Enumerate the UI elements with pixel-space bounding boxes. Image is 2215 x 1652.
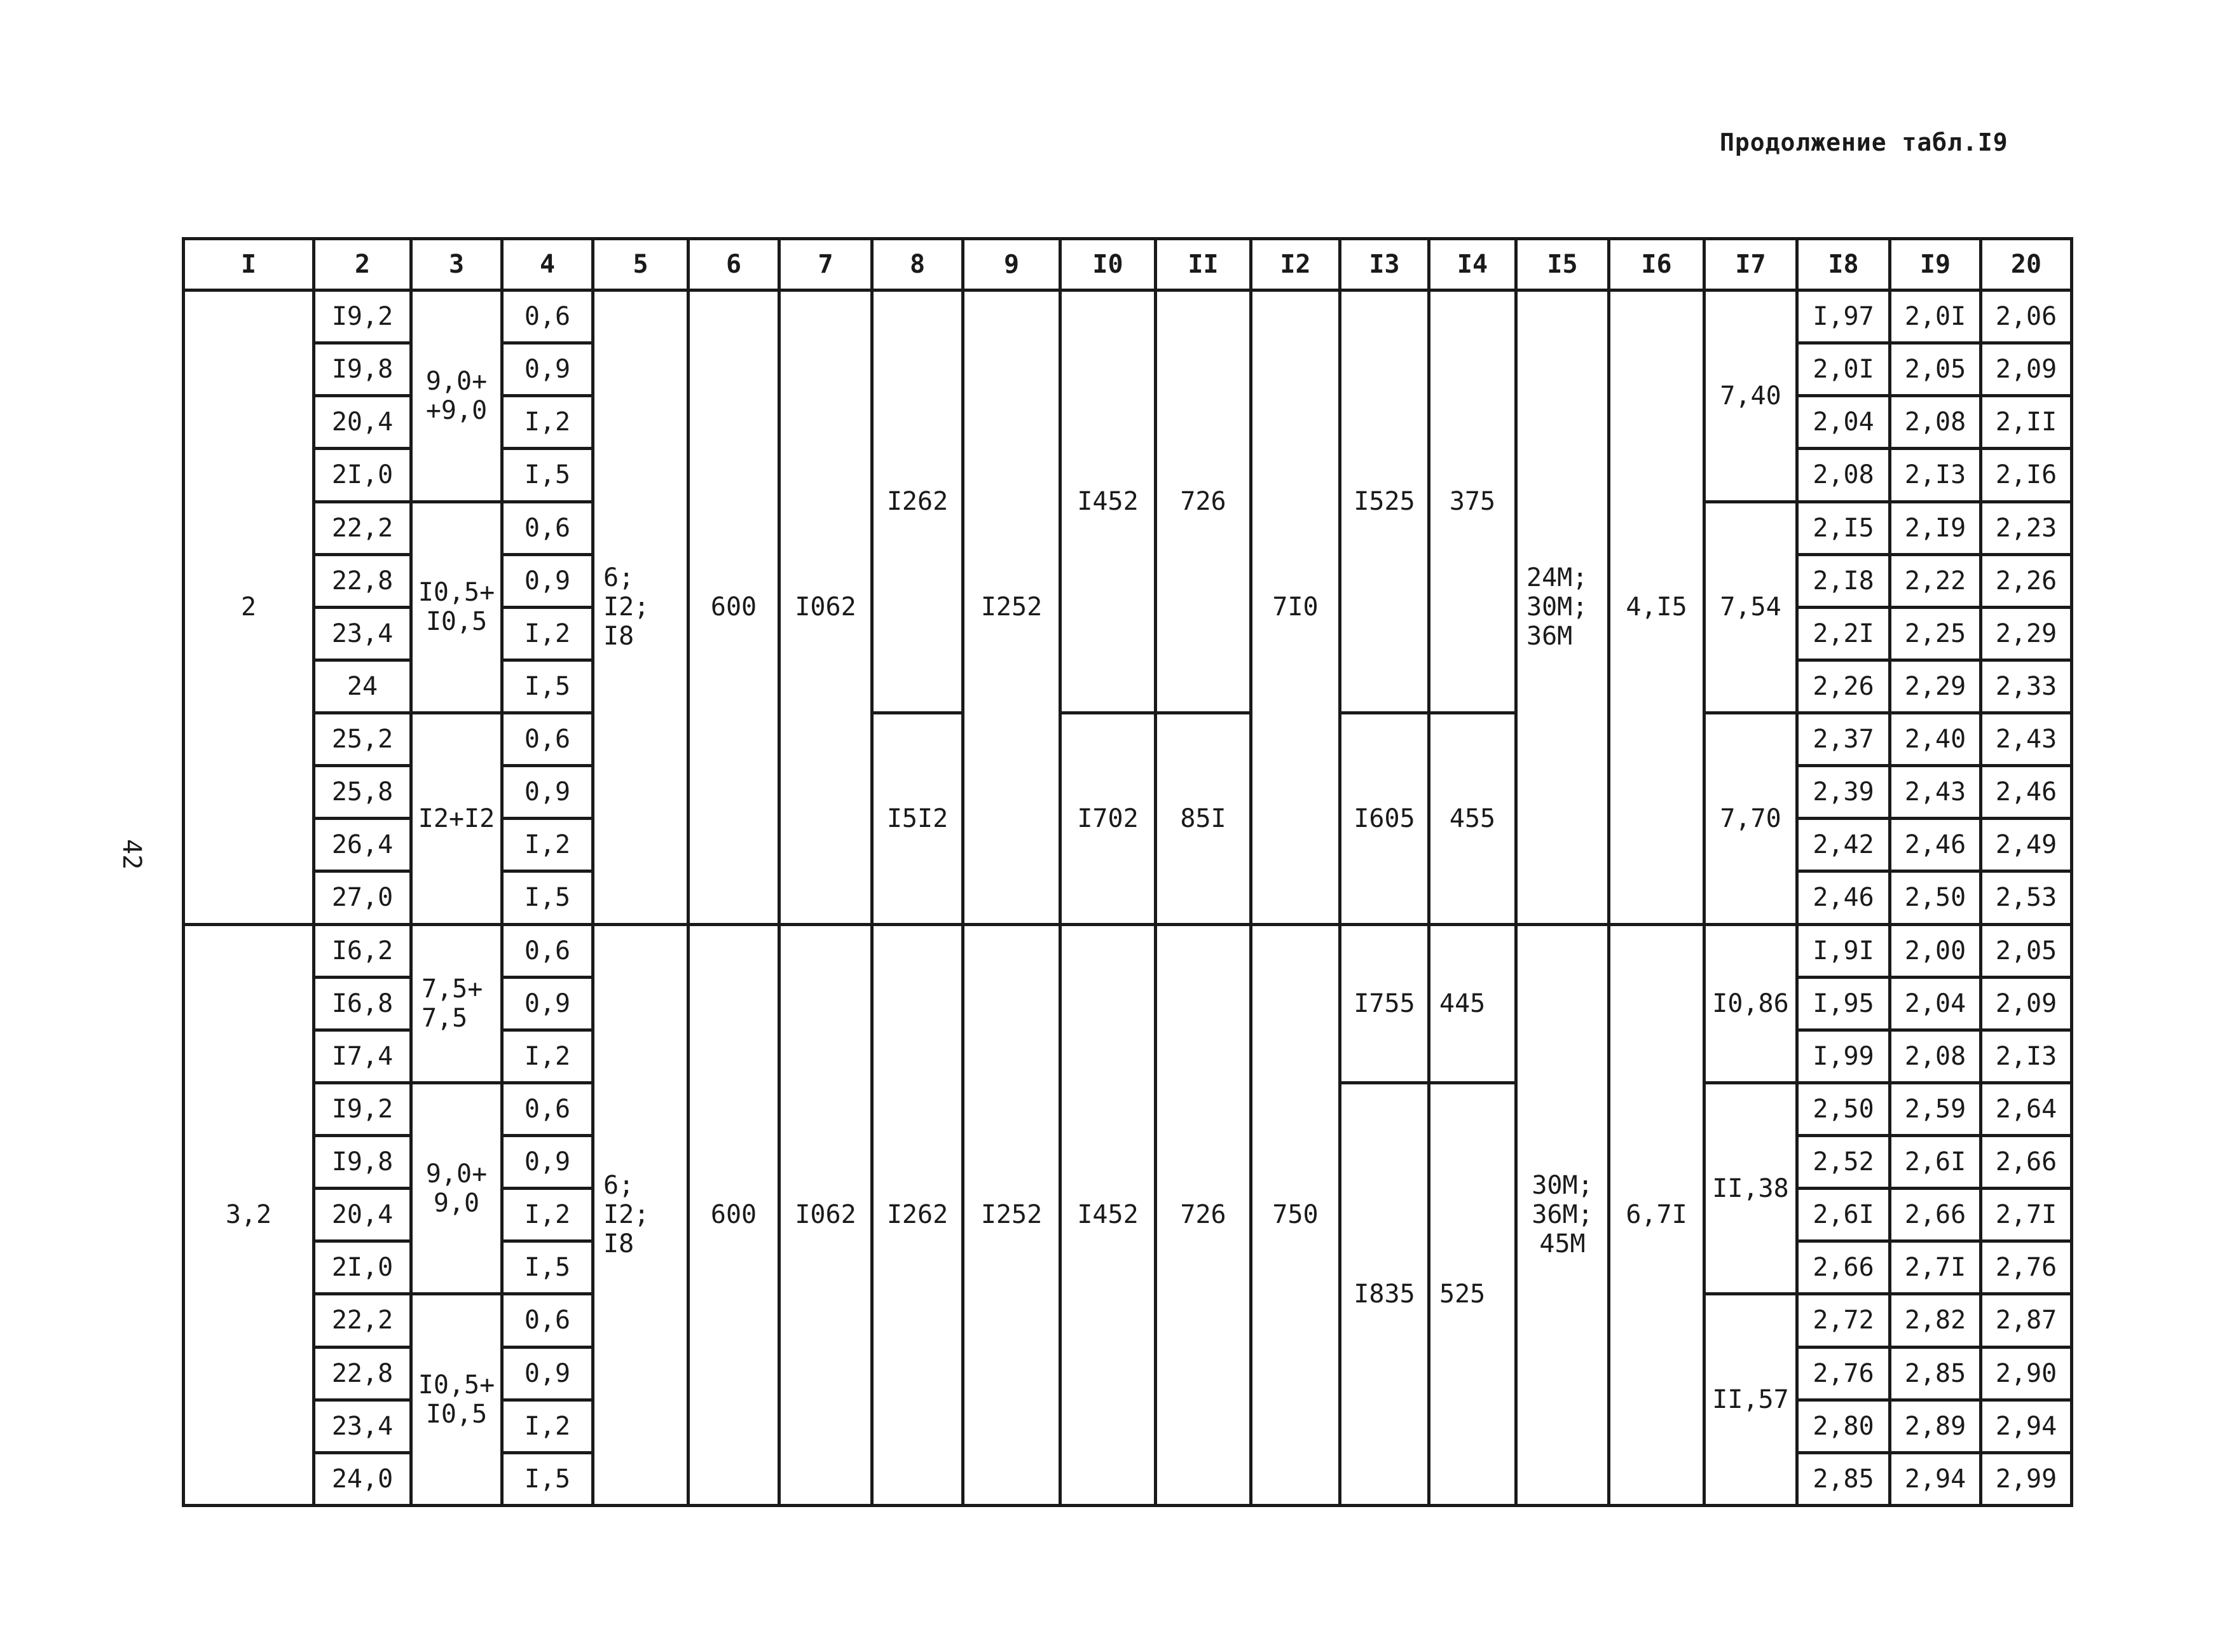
cell-c7: I062 <box>779 924 872 1506</box>
cell-c2: 23,4 <box>314 1400 411 1452</box>
cell-c11: 726 <box>1156 924 1251 1506</box>
col-header-3: 3 <box>411 239 502 290</box>
table-row <box>184 924 2072 977</box>
cell-c4: 0,9 <box>502 1347 593 1400</box>
cell-c18: 2,85 <box>1797 1452 1890 1505</box>
cell-c2: I7,4 <box>314 1030 411 1082</box>
cell-c1: 2 <box>184 290 314 925</box>
cell-c19: 2,59 <box>1890 1082 1981 1135</box>
cell-c2: 22,2 <box>314 1294 411 1347</box>
cell-c13: I755 <box>1340 924 1429 1082</box>
col-header-5: 5 <box>593 239 689 290</box>
cell-c20: 2,7I <box>1981 1189 2072 1241</box>
cell-c20: 2,43 <box>1981 713 2072 766</box>
col-header-15: I5 <box>1516 239 1609 290</box>
cell-c20: 2,09 <box>1981 343 2072 396</box>
col-header-8: 8 <box>872 239 963 290</box>
cell-c2: I9,2 <box>314 1082 411 1135</box>
cell-c18: I,99 <box>1797 1030 1890 1082</box>
cell-c20: 2,90 <box>1981 1347 2072 1400</box>
cell-c2: 24,0 <box>314 1452 411 1505</box>
cell-c14: 375 <box>1429 290 1516 713</box>
cell-c20: 2,05 <box>1981 924 2072 977</box>
cell-c15: 24M; 30M; 36M <box>1516 290 1609 925</box>
cell-c2: 23,4 <box>314 607 411 660</box>
col-header-1: I <box>184 239 314 290</box>
cell-c1: 3,2 <box>184 924 314 1506</box>
cell-c2: I9,8 <box>314 1136 411 1189</box>
cell-c4: 0,6 <box>502 1082 593 1135</box>
page-number: 42 <box>117 839 146 870</box>
table-row <box>184 713 2072 766</box>
col-header-2: 2 <box>314 239 411 290</box>
cell-c20: 2,29 <box>1981 607 2072 660</box>
cell-c4: I,5 <box>502 871 593 924</box>
col-header-12: I2 <box>1251 239 1340 290</box>
cell-c19: 2,25 <box>1890 607 1981 660</box>
cell-c18: 2,04 <box>1797 396 1890 449</box>
cell-c4: I,5 <box>502 660 593 713</box>
col-header-13: I3 <box>1340 239 1429 290</box>
cell-c6: 600 <box>689 924 779 1506</box>
cell-c4: 0,9 <box>502 1136 593 1189</box>
cell-c18: 2,52 <box>1797 1136 1890 1189</box>
cell-c18: 2,26 <box>1797 660 1890 713</box>
cell-c19: 2,04 <box>1890 977 1981 1030</box>
cell-c4: I,5 <box>502 449 593 502</box>
cell-c5: 6; I2; I8 <box>593 924 689 1506</box>
col-header-20: 20 <box>1981 239 2072 290</box>
cell-c18: 2,6I <box>1797 1189 1890 1241</box>
cell-c2: 22,8 <box>314 554 411 607</box>
cell-c17: 7,40 <box>1704 290 1797 502</box>
cell-c2: 20,4 <box>314 1189 411 1241</box>
cell-c17: I0,86 <box>1704 924 1797 1082</box>
cell-c20: 2,23 <box>1981 502 2072 554</box>
cell-c3: 9,0+ 9,0 <box>411 1082 502 1294</box>
col-header-10: I0 <box>1060 239 1156 290</box>
cell-c15: 30M; 36M; 45M <box>1516 924 1609 1506</box>
col-header-14: I4 <box>1429 239 1516 290</box>
cell-c13: I525 <box>1340 290 1429 713</box>
cell-c19: 2,46 <box>1890 819 1981 871</box>
cell-c19: 2,40 <box>1890 713 1981 766</box>
cell-c2: I9,8 <box>314 343 411 396</box>
cell-c20: 2,87 <box>1981 1294 2072 1347</box>
cell-c4: I,2 <box>502 1400 593 1452</box>
cell-c19: 2,6I <box>1890 1136 1981 1189</box>
cell-c2: I6,8 <box>314 977 411 1030</box>
cell-c4: 0,6 <box>502 502 593 554</box>
cell-c16: 4,I5 <box>1609 290 1704 925</box>
cell-c6: 600 <box>689 290 779 925</box>
cell-c20: 2,26 <box>1981 554 2072 607</box>
cell-c8: I262 <box>872 290 963 713</box>
cell-c20: 2,06 <box>1981 290 2072 343</box>
cell-c18: 2,50 <box>1797 1082 1890 1135</box>
cell-c18: 2,76 <box>1797 1347 1890 1400</box>
cell-c4: I,2 <box>502 819 593 871</box>
cell-c18: 2,0I <box>1797 343 1890 396</box>
cell-c18: 2,37 <box>1797 713 1890 766</box>
col-header-11: II <box>1156 239 1251 290</box>
table-row <box>184 290 2072 343</box>
cell-c19: 2,94 <box>1890 1452 1981 1505</box>
cell-c4: I,2 <box>502 1030 593 1082</box>
cell-c17: 7,54 <box>1704 502 1797 713</box>
cell-c19: 2,I3 <box>1890 449 1981 502</box>
cell-c14: 525 <box>1429 1082 1516 1505</box>
cell-c18: 2,39 <box>1797 766 1890 819</box>
cell-c4: I,5 <box>502 1452 593 1505</box>
cell-c19: 2,85 <box>1890 1347 1981 1400</box>
cell-c2: 25,2 <box>314 713 411 766</box>
cell-c19: 2,50 <box>1890 871 1981 924</box>
cell-c3: I0,5+ I0,5 <box>411 1294 502 1506</box>
cell-c19: 2,I9 <box>1890 502 1981 554</box>
cell-c2: 24 <box>314 660 411 713</box>
cell-c13: I605 <box>1340 713 1429 925</box>
cell-c2: 22,2 <box>314 502 411 554</box>
cell-c13: I835 <box>1340 1082 1429 1505</box>
cell-c19: 2,05 <box>1890 343 1981 396</box>
cell-c20: 2,II <box>1981 396 2072 449</box>
cell-c20: 2,33 <box>1981 660 2072 713</box>
cell-c2: 2I,0 <box>314 449 411 502</box>
cell-c20: 2,49 <box>1981 819 2072 871</box>
cell-c18: I,97 <box>1797 290 1890 343</box>
cell-c19: 2,08 <box>1890 1030 1981 1082</box>
cell-c19: 2,7I <box>1890 1241 1981 1294</box>
cell-c12: 7I0 <box>1251 290 1340 925</box>
col-header-16: I6 <box>1609 239 1704 290</box>
cell-c2: I9,2 <box>314 290 411 343</box>
cell-c4: 0,6 <box>502 924 593 977</box>
col-header-17: I7 <box>1704 239 1797 290</box>
cell-c17: 7,70 <box>1704 713 1797 925</box>
cell-c20: 2,46 <box>1981 766 2072 819</box>
cell-c19: 2,29 <box>1890 660 1981 713</box>
cell-c20: 2,94 <box>1981 1400 2072 1452</box>
cell-c18: 2,46 <box>1797 871 1890 924</box>
cell-c4: 0,9 <box>502 343 593 396</box>
cell-c2: 2I,0 <box>314 1241 411 1294</box>
header-row <box>184 239 2072 290</box>
cell-c16: 6,7I <box>1609 924 1704 1506</box>
cell-c20: 2,53 <box>1981 871 2072 924</box>
col-header-6: 6 <box>689 239 779 290</box>
cell-c20: 2,99 <box>1981 1452 2072 1505</box>
cell-c2: 25,8 <box>314 766 411 819</box>
cell-c18: 2,72 <box>1797 1294 1890 1347</box>
cell-c18: 2,08 <box>1797 449 1890 502</box>
cell-c3: 7,5+ 7,5 <box>411 924 502 1082</box>
cell-c8: I5I2 <box>872 713 963 925</box>
cell-c4: 0,6 <box>502 713 593 766</box>
cell-c18: I,95 <box>1797 977 1890 1030</box>
cell-c3: 9,0+ +9,0 <box>411 290 502 502</box>
cell-c2: I6,2 <box>314 924 411 977</box>
data-table <box>182 237 2073 1507</box>
col-header-7: 7 <box>779 239 872 290</box>
cell-c4: 0,6 <box>502 1294 593 1347</box>
cell-c4: 0,6 <box>502 290 593 343</box>
cell-c18: I,9I <box>1797 924 1890 977</box>
cell-c18: 2,80 <box>1797 1400 1890 1452</box>
col-header-9: 9 <box>963 239 1060 290</box>
cell-c8: I262 <box>872 924 963 1506</box>
cell-c5: 6; I2; I8 <box>593 290 689 925</box>
cell-c14: 455 <box>1429 713 1516 925</box>
cell-c19: 2,82 <box>1890 1294 1981 1347</box>
cell-c12: 750 <box>1251 924 1340 1506</box>
table-caption: Продолжение табл.I9 <box>1720 128 2008 156</box>
cell-c18: 2,42 <box>1797 819 1890 871</box>
cell-c10: I702 <box>1060 713 1156 925</box>
cell-c17: II,38 <box>1704 1082 1797 1294</box>
col-header-19: I9 <box>1890 239 1981 290</box>
cell-c4: 0,9 <box>502 977 593 1030</box>
cell-c4: 0,9 <box>502 766 593 819</box>
cell-c20: 2,I3 <box>1981 1030 2072 1082</box>
cell-c18: 2,I8 <box>1797 554 1890 607</box>
cell-c20: 2,66 <box>1981 1136 2072 1189</box>
cell-c19: 2,00 <box>1890 924 1981 977</box>
cell-c18: 2,I5 <box>1797 502 1890 554</box>
cell-c19: 2,66 <box>1890 1189 1981 1241</box>
cell-c9: I252 <box>963 924 1060 1506</box>
cell-c4: I,5 <box>502 1241 593 1294</box>
cell-c20: 2,09 <box>1981 977 2072 1030</box>
cell-c14: 445 <box>1429 924 1516 1082</box>
cell-c4: I,2 <box>502 607 593 660</box>
cell-c4: 0,9 <box>502 554 593 607</box>
cell-c2: 20,4 <box>314 396 411 449</box>
cell-c4: I,2 <box>502 1189 593 1241</box>
cell-c4: I,2 <box>502 396 593 449</box>
cell-c19: 2,43 <box>1890 766 1981 819</box>
cell-c11: 726 <box>1156 290 1251 713</box>
cell-c7: I062 <box>779 290 872 925</box>
cell-c19: 2,0I <box>1890 290 1981 343</box>
cell-c3: I0,5+ I0,5 <box>411 502 502 713</box>
cell-c9: I252 <box>963 290 1060 925</box>
cell-c11: 85I <box>1156 713 1251 925</box>
cell-c3: I2+I2 <box>411 713 502 925</box>
cell-c2: 26,4 <box>314 819 411 871</box>
col-header-4: 4 <box>502 239 593 290</box>
cell-c17: II,57 <box>1704 1294 1797 1506</box>
cell-c10: I452 <box>1060 290 1156 713</box>
cell-c18: 2,66 <box>1797 1241 1890 1294</box>
cell-c19: 2,22 <box>1890 554 1981 607</box>
cell-c18: 2,2I <box>1797 607 1890 660</box>
cell-c20: 2,64 <box>1981 1082 2072 1135</box>
cell-c19: 2,89 <box>1890 1400 1981 1452</box>
cell-c10: I452 <box>1060 924 1156 1506</box>
cell-c20: 2,I6 <box>1981 449 2072 502</box>
cell-c20: 2,76 <box>1981 1241 2072 1294</box>
cell-c2: 27,0 <box>314 871 411 924</box>
cell-c2: 22,8 <box>314 1347 411 1400</box>
cell-c19: 2,08 <box>1890 396 1981 449</box>
col-header-18: I8 <box>1797 239 1890 290</box>
